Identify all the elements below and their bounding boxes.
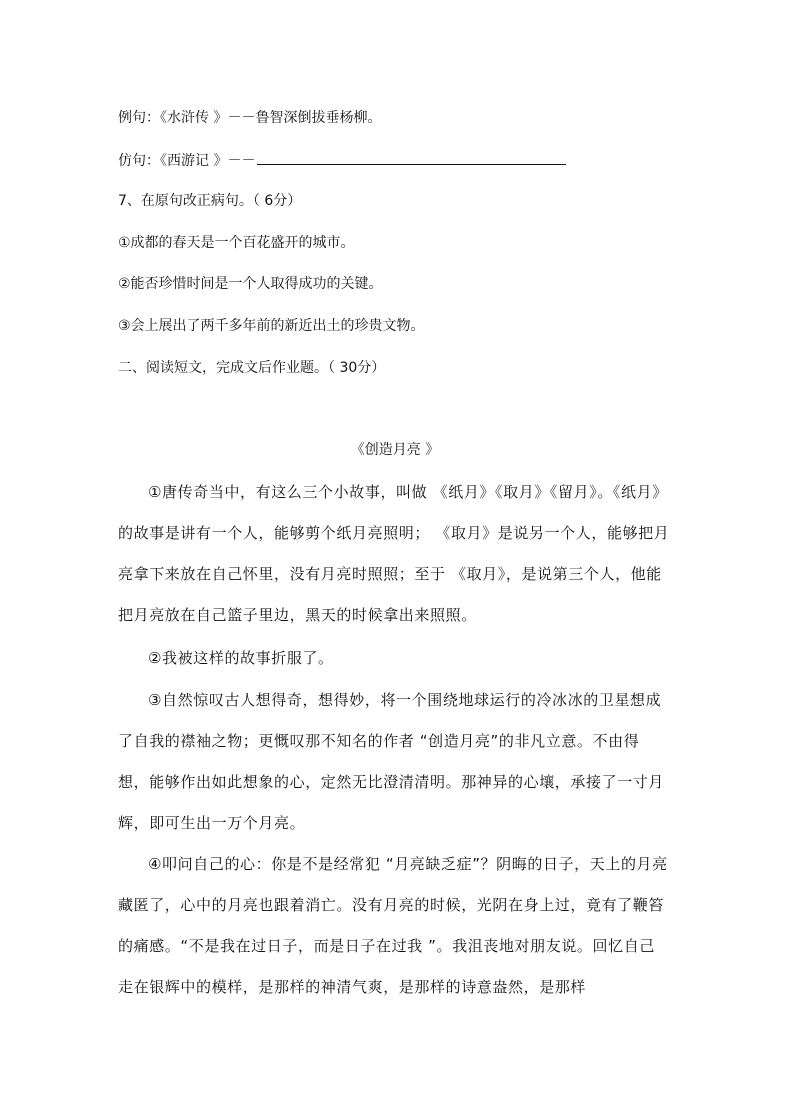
paragraph-3: ③自然惊叹古人想得奇，想得妙，将一个围绕地球运行的冷冰冰的卫星想成了自我的襟袖之物；更慨叹那不知名的作者 “创造月亮”的非凡立意。不由得想，能够作出如此想象的心，定然无比澄清清明。那神异的心壤，承接了一寸月辉，即可生出一万个月亮。 <box>118 691 665 832</box>
section-2-heading: 二、阅读短文，完成文后作业题。（ 30分） <box>118 360 386 376</box>
imitation-sentence <box>118 150 566 171</box>
paragraph-1: ①唐传奇当中，有这么三个小故事，叫做 《纸月》《取月》《留月》。《纸月》的故事是讲有一个人，能够剪个纸月亮照明； 《取月》是说另一个人，能够把月亮拿下来放在自己怀里，没有月亮时照照；至于 《取月》，是说第三个人，他能把月亮放在自己篮子里边，黑天的时候拿出来照照。 <box>118 483 670 624</box>
sick-sentence-3: ③会上展出了两千多年前的新近出土的珍贵文物。 <box>118 318 425 334</box>
sick-sentence-2: ②能否珍惜时间是一个人取得成功的关键。 <box>118 276 383 292</box>
paragraph-2: ②我被这样的故事折服了。 <box>148 649 334 667</box>
question-7-heading: 7、在原句改正病句。（ 6分） <box>118 193 302 209</box>
sick-sentence-1: ①成都的春天是一个百花盛开的城市。 <box>118 235 355 251</box>
example-sentence: 例句：《水浒传 》－－鲁智深倒拔垂杨柳。 <box>118 110 382 126</box>
imitation-prompt: 仿句：《西游记 》－－ <box>118 153 256 169</box>
answer-blank-line[interactable] <box>257 150 566 165</box>
article-title: 《创造月亮 》 <box>350 442 440 458</box>
paragraph-4: ④叩问自己的心：你是不是经常犯 “月亮缺乏症”？阴晦的日子，天上的月亮藏匿了，心中的月亮也跟着消亡。没有月亮的时候，光阴在身上过，竟有了鞭笞的痛感。“不是我在过日子，而是日子在过我 ”。我沮丧地对朋友说。回忆自己走在银辉中的模样，是那样的神清气爽，是那样的诗意盎然，是那样 <box>118 855 668 996</box>
